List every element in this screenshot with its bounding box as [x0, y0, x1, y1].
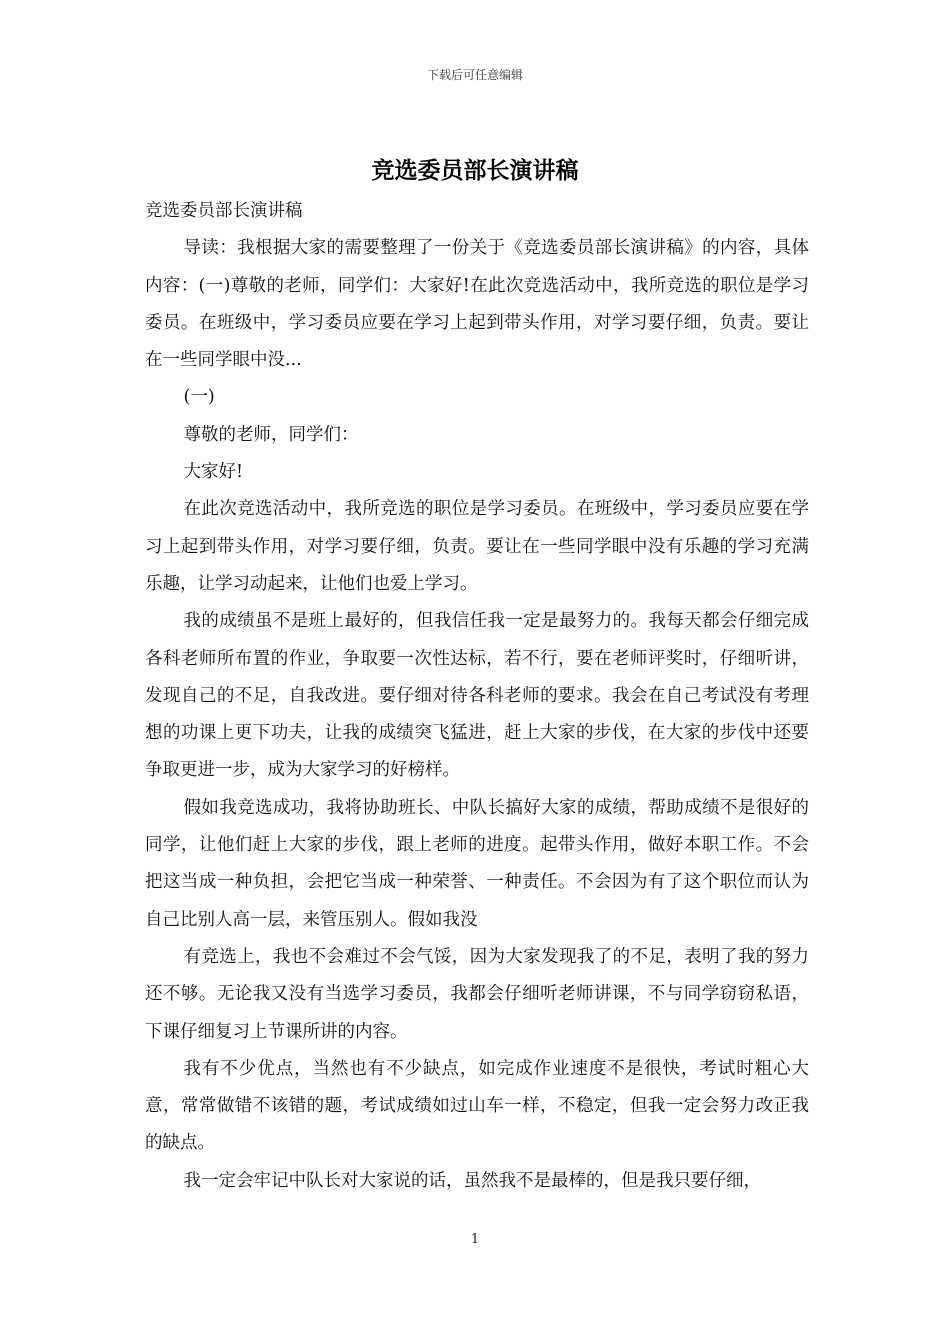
page-number: 1	[470, 1232, 480, 1247]
paragraph-body: 我一定会牢记中队长对大家说的话，虽然我不是最棒的，但是我只要仔细，	[183, 1170, 761, 1191]
paragraph-greeting: 大家好!	[183, 462, 244, 483]
paragraph-body: 有竞选上，我也不会难过不会气馁，因为大家发现我了的不足，表明了我的努力还不够。无论我又没有当选学习委员，我都会仔细听老师讲课，不与同学窃窃私语，下课仔细复习上节课所讲的内容。	[145, 946, 809, 1042]
paragraph-salutation: 尊敬的老师，同学们：	[183, 424, 359, 445]
document-title: 竞选委员部长演讲稿	[371, 157, 579, 184]
paragraph-body: 在此次竞选活动中，我所竞选的职位是学习委员。在班级中，学习委员应要在学习上起到带头作用，对学习要仔细，负责。要让在一些同学眼中没有乐趣的学习充满乐趣，让学习动起来，让他们也爱上学习。	[145, 499, 809, 594]
header-note: 下载后可任意编辑	[426, 68, 523, 82]
paragraph-intro: 导读：我根据大家的需要整理了一份关于《竞选委员部长演讲稿》的内容，具体内容：(一)尊敬的老师，同学们：大家好!在此次竞选活动中，我所竞选的职位是学习委员。在班级中，学习委员应要在学习上起到带头作用，对学习要仔细，负责。要让在一些同学眼中没...	[145, 238, 809, 371]
paragraph-body: 我的成绩虽不是班上最好的，但我信任我一定是最努力的。我每天都会仔细完成各科老师所布置的作业，争取要一次性达标，若不行，要在老师评奖时，仔细听讲，发现自己的不足，自我改进。要仔细对待各科老师的要求。我会在自己考试没有考理想的功课上更下功夫，让我的成绩突飞猛进，赶上大家的步伐，在大家的步伐中还要争取更进一步，成为大家学习的好榜样。	[145, 611, 809, 781]
document-body	[145, 193, 809, 1200]
paragraph-section-marker: (一)	[183, 387, 215, 408]
paragraph-body: 假如我竞选成功，我将协助班长、中队长搞好大家的成绩，帮助成绩不是很好的同学，让他们赶上大家的步伐，跟上老师的进度。起带头作用，做好本职工作。不会把这当成一种负担，会把它当成一种荣誉、一种责任。不会因为有了这个职位而认为自己比别人高一层，来管压别人。假如我没	[145, 797, 809, 930]
document-subtitle: 竞选委员部长演讲稿	[145, 201, 303, 221]
paragraph-body: 我有不少优点，当然也有不少缺点，如完成作业速度不是很快，考试时粗心大意，常常做错不该错的题，考试成绩如过山车一样，不稳定，但我一定会努力改正我的缺点。	[145, 1058, 809, 1154]
